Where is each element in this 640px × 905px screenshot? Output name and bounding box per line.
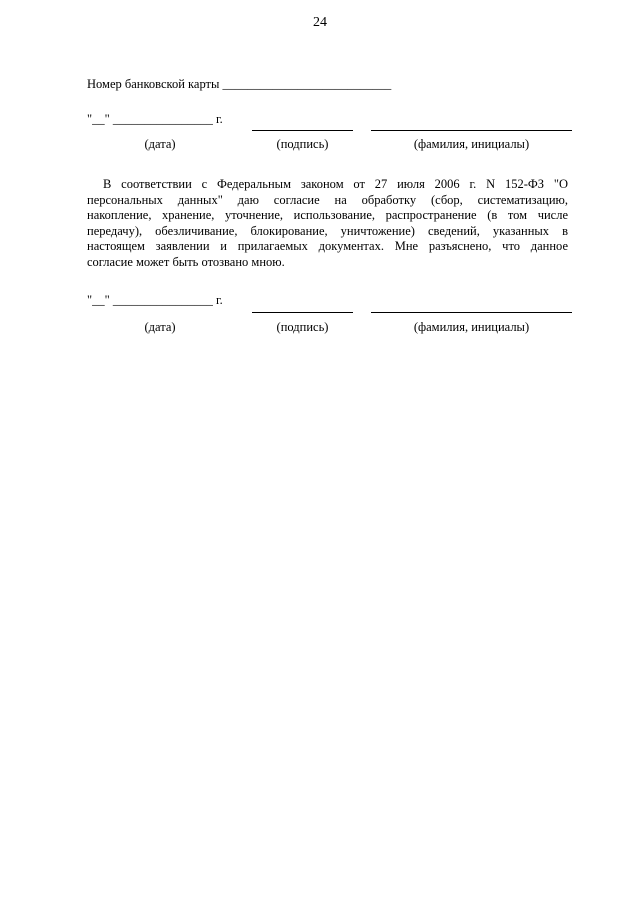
date-blank-2: ________________ bbox=[112, 293, 213, 307]
date-blank-1: ________________ bbox=[112, 112, 213, 126]
consent-line-1: В соответствии с Федеральным законом от 27 июля 2006 г. N 152-ФЗ "О bbox=[103, 177, 568, 191]
card-number-blank: ___________________________ bbox=[222, 77, 392, 91]
caption-date-1: (дата) bbox=[144, 137, 176, 151]
caption-signature-2: (подпись) bbox=[276, 320, 329, 334]
caption-signature-1: (подпись) bbox=[276, 137, 329, 151]
caption-name-2: (фамилия, инициалы) bbox=[413, 320, 530, 334]
name-line-2 bbox=[371, 312, 572, 313]
date-field-2 bbox=[87, 293, 223, 308]
consent-paragraph bbox=[87, 177, 568, 271]
page-number: 24 bbox=[313, 15, 327, 30]
caption-date-2: (дата) bbox=[144, 320, 176, 334]
date-quote-1: "__" bbox=[87, 112, 110, 126]
signature-line-1 bbox=[252, 130, 353, 131]
signature-line-2 bbox=[252, 312, 353, 313]
year-suffix-1: г. bbox=[215, 112, 223, 126]
name-line-1 bbox=[371, 130, 572, 131]
consent-line-6: согласие может быть отозвано мною. bbox=[87, 254, 285, 269]
card-number-row bbox=[87, 77, 391, 92]
card-number-label: Номер банковской карты bbox=[87, 77, 220, 91]
consent-line-3: накопление, хранение, уточнение, использование, распространение (в том числе bbox=[87, 208, 568, 223]
date-field-1 bbox=[87, 112, 223, 127]
date-quote-2: "__" bbox=[87, 293, 110, 307]
caption-name-1: (фамилия, инициалы) bbox=[413, 137, 530, 151]
consent-line-5: настоящем заявлении и прилагаемых документах. Мне разъяснено, что данное bbox=[87, 239, 568, 254]
year-suffix-2: г. bbox=[215, 293, 223, 307]
consent-line-4: передачу), обезличивание, блокирование, уничтожение) сведений, указанных в bbox=[87, 223, 568, 238]
consent-line-2: персональных данных" даю согласие на обработку (сбор, систематизацию, bbox=[87, 192, 568, 207]
